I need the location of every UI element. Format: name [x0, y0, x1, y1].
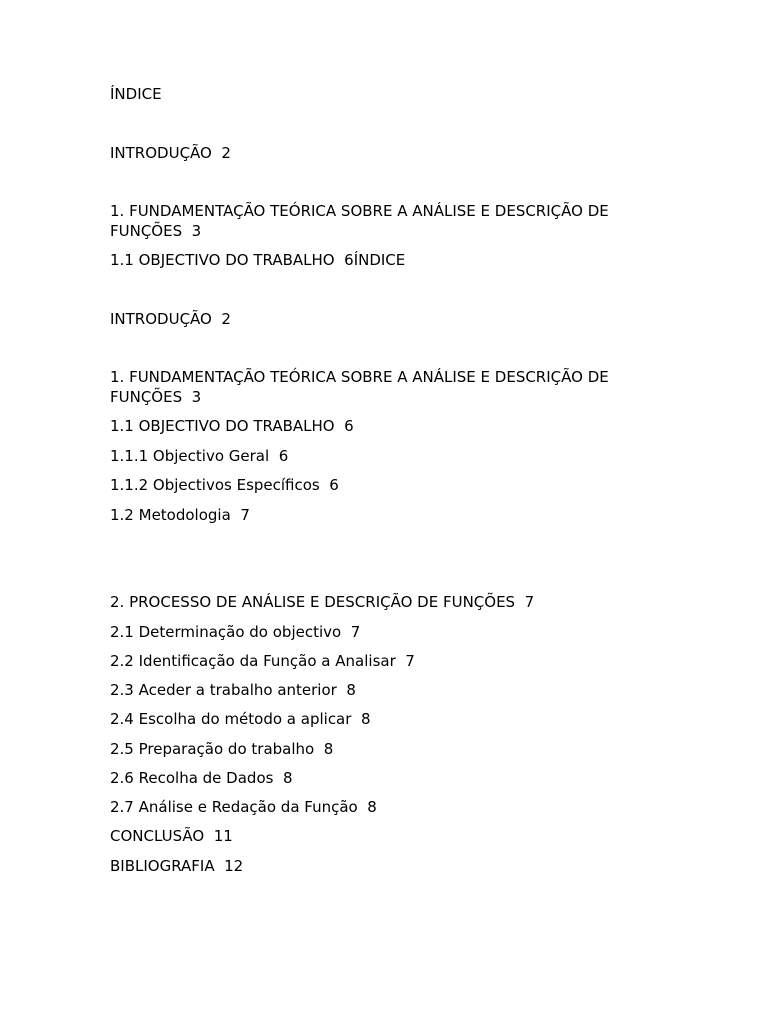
toc-entry: BIBLIOGRAFIA 12 [110, 857, 244, 875]
toc-entry: 2.3 Aceder a trabalho anterior 8 [110, 681, 356, 699]
toc-entry: CONCLUSÃO 11 [110, 827, 233, 845]
toc-entry: 2.5 Preparação do trabalho 8 [110, 740, 334, 758]
toc-entry: 1. FUNDAMENTAÇÃO TEÓRICA SOBRE A ANÁLISE E DESCRIÇÃO DE FUNÇÕES 3 [110, 368, 614, 406]
toc-entry: 1.1 OBJECTIVO DO TRABALHO 6ÍNDICE [110, 251, 406, 269]
toc-entry: INTRODUÇÃO 2 [110, 144, 231, 162]
toc-entry: 2.4 Escolha do método a aplicar 8 [110, 710, 371, 728]
toc-entry: 1. FUNDAMENTAÇÃO TEÓRICA SOBRE A ANÁLISE E DESCRIÇÃO DE FUNÇÕES 3 [110, 202, 614, 240]
toc-entry: 1.2 Metodologia 7 [110, 506, 250, 524]
toc-entry: 1.1.1 Objectivo Geral 6 [110, 447, 289, 465]
toc-entry: 2.2 Identificação da Função a Analisar 7 [110, 652, 415, 670]
toc-entry: INTRODUÇÃO 2 [110, 310, 231, 328]
toc-entry: 1.1 OBJECTIVO DO TRABALHO 6 [110, 417, 354, 435]
toc-entry: 1.1.2 Objectivos Específicos 6 [110, 476, 339, 494]
toc-entry: 2.7 Análise e Redação da Função 8 [110, 798, 377, 816]
toc-entry: 2.6 Recolha de Dados 8 [110, 769, 293, 787]
toc-heading: ÍNDICE [110, 85, 162, 103]
toc-entry: 2.1 Determinação do objectivo 7 [110, 623, 361, 641]
toc-entry: 2. PROCESSO DE ANÁLISE E DESCRIÇÃO DE FUNÇÕES 7 [110, 593, 535, 611]
